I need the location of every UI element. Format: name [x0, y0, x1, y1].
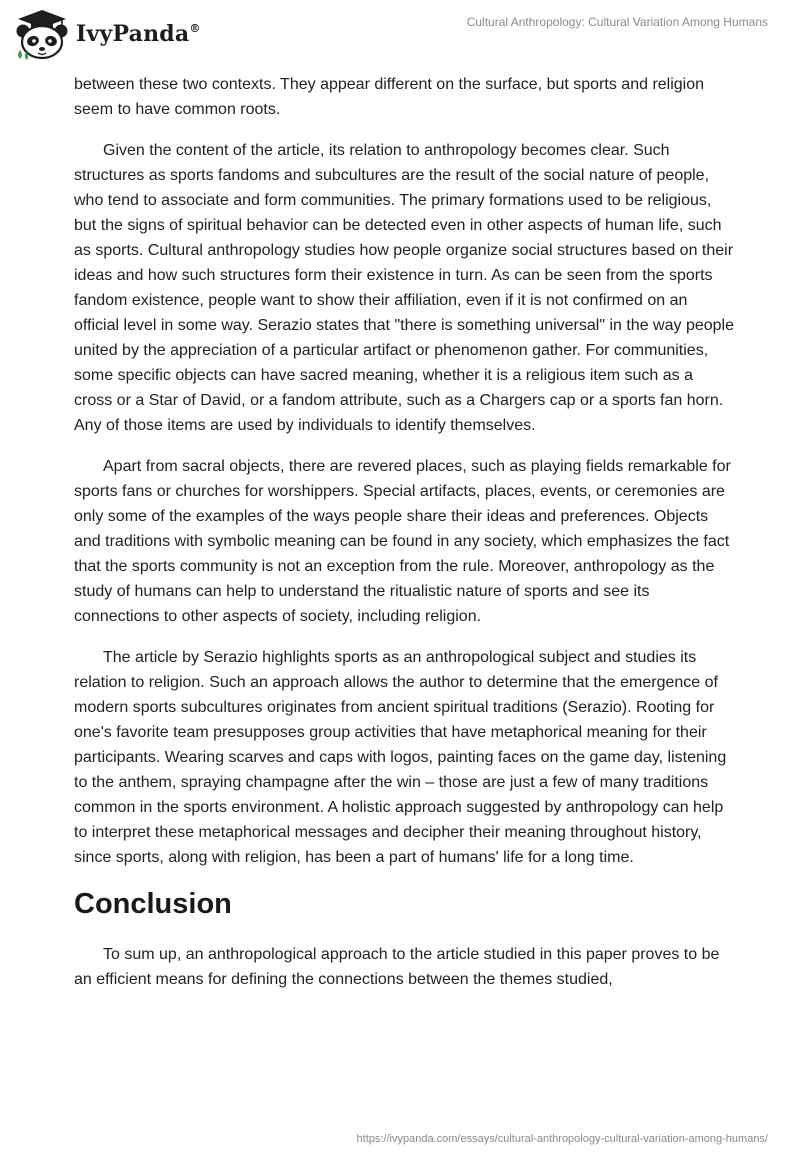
running-title: Cultural Anthropology: Cultural Variation Among Humans	[466, 15, 768, 29]
paragraph: Given the content of the article, its relation to anthropology becomes clear. Such structures as sports fandoms and subcultures are the result of the social nature of people, who tend to associate and form communities. The primary formations used to be religious, but the signs of spiritual behavior can be detected even in other aspects of human life, such as sports. Cultural anthropology studies how people organize social structures based on their ideas and how such structures form their existence in turn. As can be seen from the sports fandom existence, people want to show their affiliation, even if it is not confirmed on an official level in some way. Serazio states that "there is something universal" in the way people united by the appreciation of a particular artifact or phenomenon gather. For communities, some specific objects can have sacred meaning, whether it is a religious item such as a cross or a Star of David, or a fandom attribute, such as a Chargers cap or a sports fan horn. Any of those items are used by individuals to identify themselves.	[74, 142, 734, 434]
paragraph: The article by Serazio highlights sports as an anthropological subject and studies its relation to religion. Such an approach allows the author to determine that the emergence of modern sports subcultures originates from ancient spiritual traditions (Serazio). Rooting for one's favorite team presupposes group activities that have metaphorical meaning for their participants. Wearing scarves and caps with logos, painting faces on the game day, listening to the anthem, spraying champagne after the win – those are just a few of many traditions common in the sports environment. A holistic approach suggested by anthropology can help to interpret these metaphorical messages and decipher their meaning throughout history, since sports, along with religion, has been a part of humans' life for a long time.	[74, 649, 727, 866]
essay-body	[74, 72, 734, 1008]
ivypanda-logo[interactable]	[14, 8, 201, 60]
paragraph: Apart from sacral objects, there are revered places, such as playing fields remarkable for sports fans or churches for worshippers. Special artifacts, places, events, or ceremonies are only some of the examples of the ways people share their ideas and preferences. Objects and traditions with symbolic meaning can be found in any society, which emphasizes the fact that the sports community is not an exception from the rule. Moreover, anthropology as the study of humans can help to understand the ritualistic nature of sports and see its connections to other aspects of society, including religion.	[74, 458, 731, 625]
paragraph-continued: between these two contexts. They appear different on the surface, but sports and religion seem to have common roots.	[74, 76, 705, 118]
conclusion-heading: Conclusion	[74, 888, 232, 920]
source-url-link[interactable]: https://ivypanda.com/essays/cultural-anthropology-cultural-variation-among-humans/	[356, 1133, 768, 1145]
panda-graduate-icon	[14, 8, 70, 60]
conclusion-paragraph: To sum up, an anthropological approach to the article studied in this paper proves to be an efficient means for defining the connections between the themes studied,	[74, 946, 720, 988]
page-header	[0, 0, 800, 72]
brand-name: IvyPanda®	[76, 21, 201, 47]
